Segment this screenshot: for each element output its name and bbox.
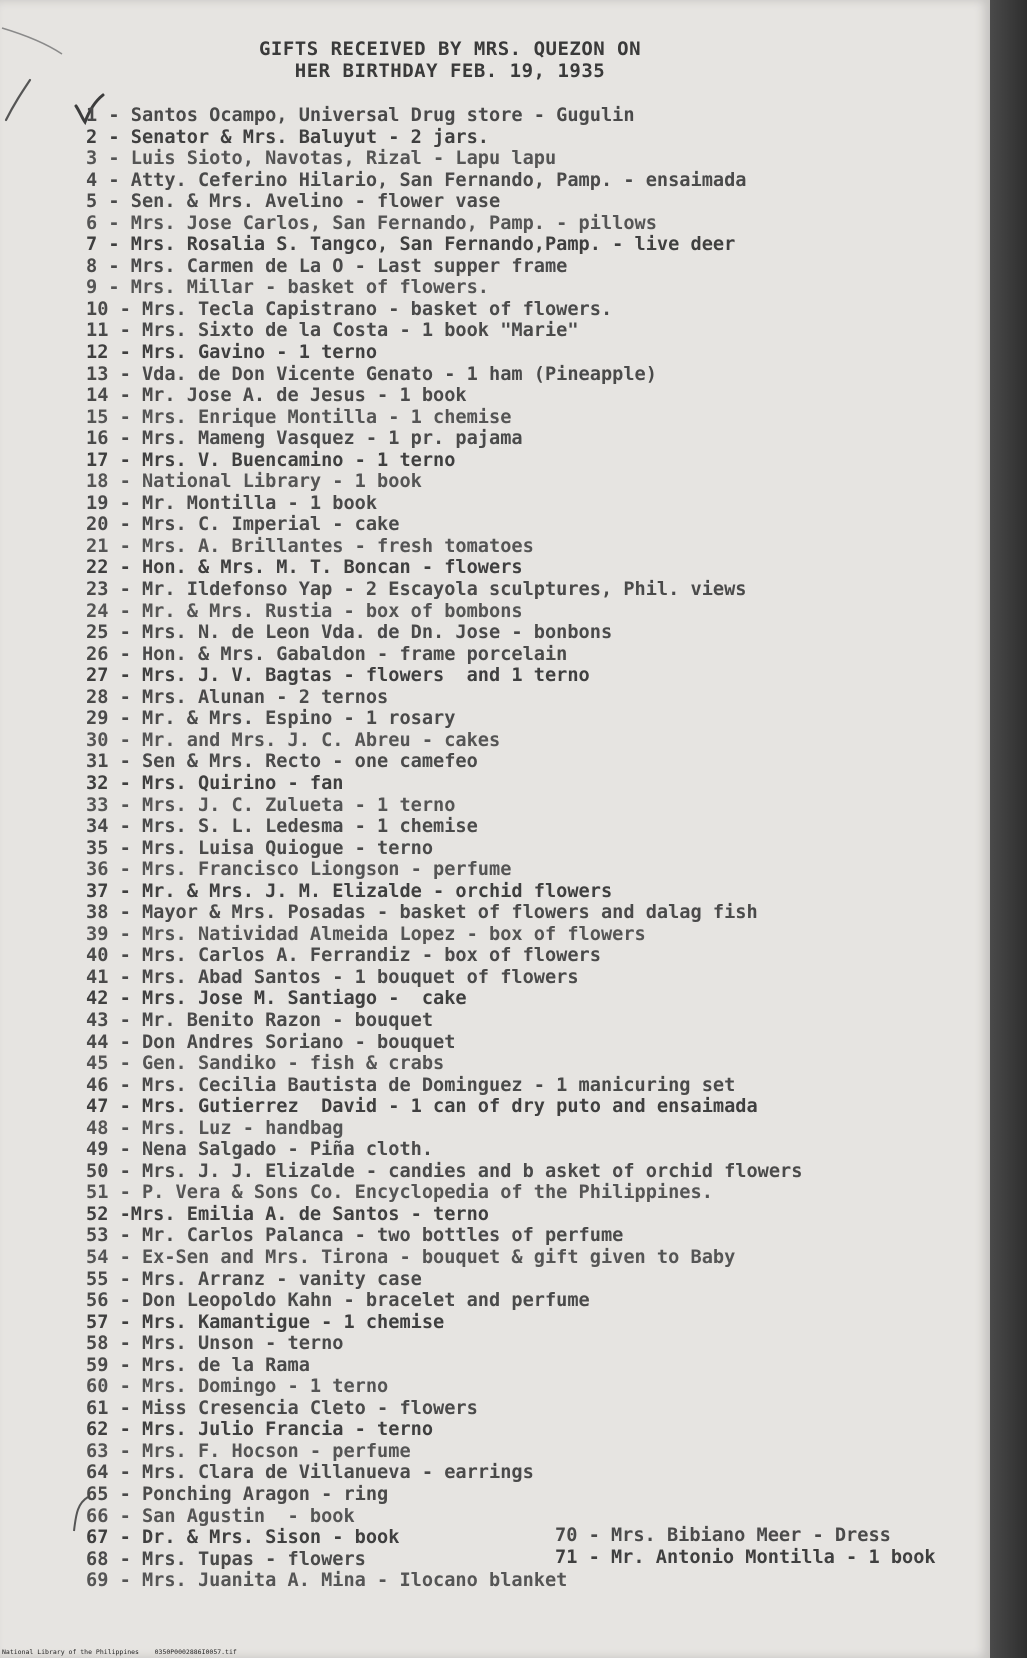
list-item: 18 - National Library - 1 book bbox=[86, 471, 422, 493]
list-item: 53 - Mr. Carlos Palanca - two bottles of perfume bbox=[86, 1225, 624, 1247]
list-item: 24 - Mr. & Mrs. Rustia - box of bombons bbox=[86, 600, 523, 622]
list-item: 66 - San Agustin - book bbox=[86, 1505, 355, 1527]
list-item: 59 - Mrs. de la Rama bbox=[86, 1354, 310, 1376]
list-item: 51 - P. Vera & Sons Co. Encyclopedia of the Philippines. bbox=[86, 1182, 713, 1204]
list-item: 28 - Mrs. Alunan - 2 ternos bbox=[86, 686, 389, 708]
list-item: 13 - Vda. de Don Vicente Genato - 1 ham (Pineapple) bbox=[86, 363, 657, 385]
list-item: 41 - Mrs. Abad Santos - 1 bouquet of flowers bbox=[86, 966, 579, 988]
list-item: 56 - Don Leopoldo Kahn - bracelet and perfume bbox=[86, 1290, 590, 1312]
list-item: 58 - Mrs. Unson - terno bbox=[86, 1333, 344, 1355]
list-item: 42 - Mrs. Jose M. Santiago - cake bbox=[86, 988, 467, 1010]
list-item: 44 - Don Andres Soriano - bouquet bbox=[86, 1031, 456, 1053]
list-item: 39 - Mrs. Natividad Almeida Lopez - box of flowers bbox=[86, 923, 646, 945]
list-item: 32 - Mrs. Quirino - fan bbox=[86, 772, 344, 794]
list-item: 31 - Sen & Mrs. Recto - one camefeo bbox=[86, 751, 478, 773]
list-item: 30 - Mr. and Mrs. J. C. Abreu - cakes bbox=[86, 729, 501, 751]
scan-border bbox=[990, 0, 1027, 1658]
list-item: 4 - Atty. Ceferino Hilario, San Fernando, Pamp. - ensaimada bbox=[86, 169, 747, 191]
list-item: 12 - Mrs. Gavino - 1 terno bbox=[86, 342, 378, 364]
list-item: 70 - Mrs. Bibiano Meer - Dress bbox=[555, 1525, 891, 1546]
list-item: 3 - Luis Sioto, Navotas, Rizal - Lapu lapu bbox=[86, 148, 557, 170]
list-item: 8 - Mrs. Carmen de La O - Last supper frame bbox=[86, 255, 568, 277]
list-item: 27 - Mrs. J. V. Bagtas - flowers and 1 terno bbox=[86, 665, 590, 687]
list-item: 54 - Ex-Sen and Mrs. Tirona - bouquet & gift given to Baby bbox=[86, 1246, 736, 1268]
list-item: 38 - Mayor & Mrs. Posadas - basket of flowers and dalag fish bbox=[86, 902, 758, 924]
list-item: 25 - Mrs. N. de Leon Vda. de Dn. Jose - bonbons bbox=[86, 622, 613, 644]
list-item: 15 - Mrs. Enrique Montilla - 1 chemise bbox=[86, 406, 512, 428]
list-item: 65 - Ponching Aragon - ring bbox=[86, 1484, 389, 1505]
list-item: 63 - Mrs. F. Hocson - perfume bbox=[86, 1440, 411, 1462]
list-item: 61 - Miss Cresencia Cleto - flowers bbox=[86, 1397, 478, 1419]
list-item: 49 - Nena Salgado - Piña cloth. bbox=[86, 1139, 434, 1161]
list-item: 34 - Mrs. S. L. Ledesma - 1 chemise bbox=[86, 816, 478, 838]
list-item: 23 - Mr. Ildefonso Yap - 2 Escayola sculptures, Phil. views bbox=[86, 579, 747, 601]
list-item: 26 - Hon. & Mrs. Gabaldon - frame porcelain bbox=[86, 643, 568, 665]
document-title-line-2: HER BIRTHDAY FEB. 19, 1935 bbox=[294, 60, 606, 82]
gift-list-continued bbox=[555, 1525, 936, 1568]
list-item: 29 - Mr. & Mrs. Espino - 1 rosary bbox=[86, 708, 456, 730]
list-item: 22 - Hon. & Mrs. M. T. Boncan - flowers bbox=[86, 557, 523, 579]
list-item: 14 - Mr. Jose A. de Jesus - 1 book bbox=[86, 385, 467, 407]
archive-footer: National Library of the Philippines 0350P0002886I0057.tif bbox=[2, 1648, 237, 1656]
list-item: 62 - Mrs. Julio Francia - terno bbox=[86, 1419, 434, 1441]
list-item: 69 - Mrs. Juanita A. Mina - Ilocano blanket bbox=[86, 1570, 568, 1592]
list-item: 33 - Mrs. J. C. Zulueta - 1 terno bbox=[86, 794, 456, 816]
list-item: 50 - Mrs. J. J. Elizalde - candies and b asket of orchid flowers bbox=[86, 1160, 803, 1182]
list-item: 52 -Mrs. Emilia A. de Santos - terno bbox=[86, 1203, 489, 1225]
list-item: 35 - Mrs. Luisa Quiogue - terno bbox=[86, 837, 434, 859]
list-item: 48 - Mrs. Luz - handbag bbox=[86, 1117, 344, 1139]
list-item: 55 - Mrs. Arranz - vanity case bbox=[86, 1268, 422, 1290]
list-item: 11 - Mrs. Sixto de la Costa - 1 book "Marie" bbox=[86, 320, 579, 342]
gift-list bbox=[86, 105, 802, 1592]
list-item: 71 - Mr. Antonio Montilla - 1 book bbox=[555, 1546, 936, 1568]
list-item: 10 - Mrs. Tecla Capistrano - basket of flowers. bbox=[86, 298, 613, 320]
list-item: 17 - Mrs. V. Buencamino - 1 terno bbox=[86, 449, 456, 471]
list-item: 37 - Mr. & Mrs. J. M. Elizalde - orchid flowers bbox=[86, 880, 613, 902]
list-item: 19 - Mr. Montilla - 1 book bbox=[86, 492, 378, 514]
document-title-line-1: GIFTS RECEIVED BY MRS. QUEZON ON bbox=[258, 38, 642, 60]
list-item: 7 - Mrs. Rosalia S. Tangco, San Fernando,Pamp. - live deer bbox=[86, 234, 736, 256]
list-item: 6 - Mrs. Jose Carlos, San Fernando, Pamp. - pillows bbox=[86, 212, 657, 234]
list-item: 20 - Mrs. C. Imperial - cake bbox=[86, 514, 400, 536]
list-item: 5 - Sen. & Mrs. Avelino - flower vase bbox=[86, 191, 501, 213]
list-item: 40 - Mrs. Carlos A. Ferrandiz - box of flowers bbox=[86, 945, 601, 967]
list-item: 43 - Mr. Benito Razon - bouquet bbox=[86, 1009, 434, 1031]
list-item: 1 - Santos Ocampo, Universal Drug store - Gugulin bbox=[86, 105, 635, 126]
list-item: 68 - Mrs. Tupas - flowers bbox=[86, 1548, 366, 1570]
list-item: 60 - Mrs. Domingo - 1 terno bbox=[86, 1376, 389, 1398]
list-item: 16 - Mrs. Mameng Vasquez - 1 pr. pajama bbox=[86, 428, 523, 450]
list-item: 57 - Mrs. Kamantigue - 1 chemise bbox=[86, 1311, 445, 1333]
list-item: 45 - Gen. Sandiko - fish & crabs bbox=[86, 1053, 445, 1075]
list-item: 64 - Mrs. Clara de Villanueva - earrings bbox=[86, 1462, 534, 1484]
list-item: 9 - Mrs. Millar - basket of flowers. bbox=[86, 277, 489, 299]
list-item: 46 - Mrs. Cecilia Bautista de Dominguez - 1 manicuring set bbox=[86, 1074, 736, 1096]
list-item: 21 - Mrs. A. Brillantes - fresh tomatoes bbox=[86, 535, 534, 557]
list-item: 47 - Mrs. Gutierrez David - 1 can of dry puto and ensaimada bbox=[86, 1096, 758, 1118]
list-item: 67 - Dr. & Mrs. Sison - book bbox=[86, 1527, 400, 1549]
list-item: 36 - Mrs. Francisco Liongson - perfume bbox=[86, 859, 512, 881]
list-item: 2 - Senator & Mrs. Baluyut - 2 jars. bbox=[86, 126, 489, 148]
